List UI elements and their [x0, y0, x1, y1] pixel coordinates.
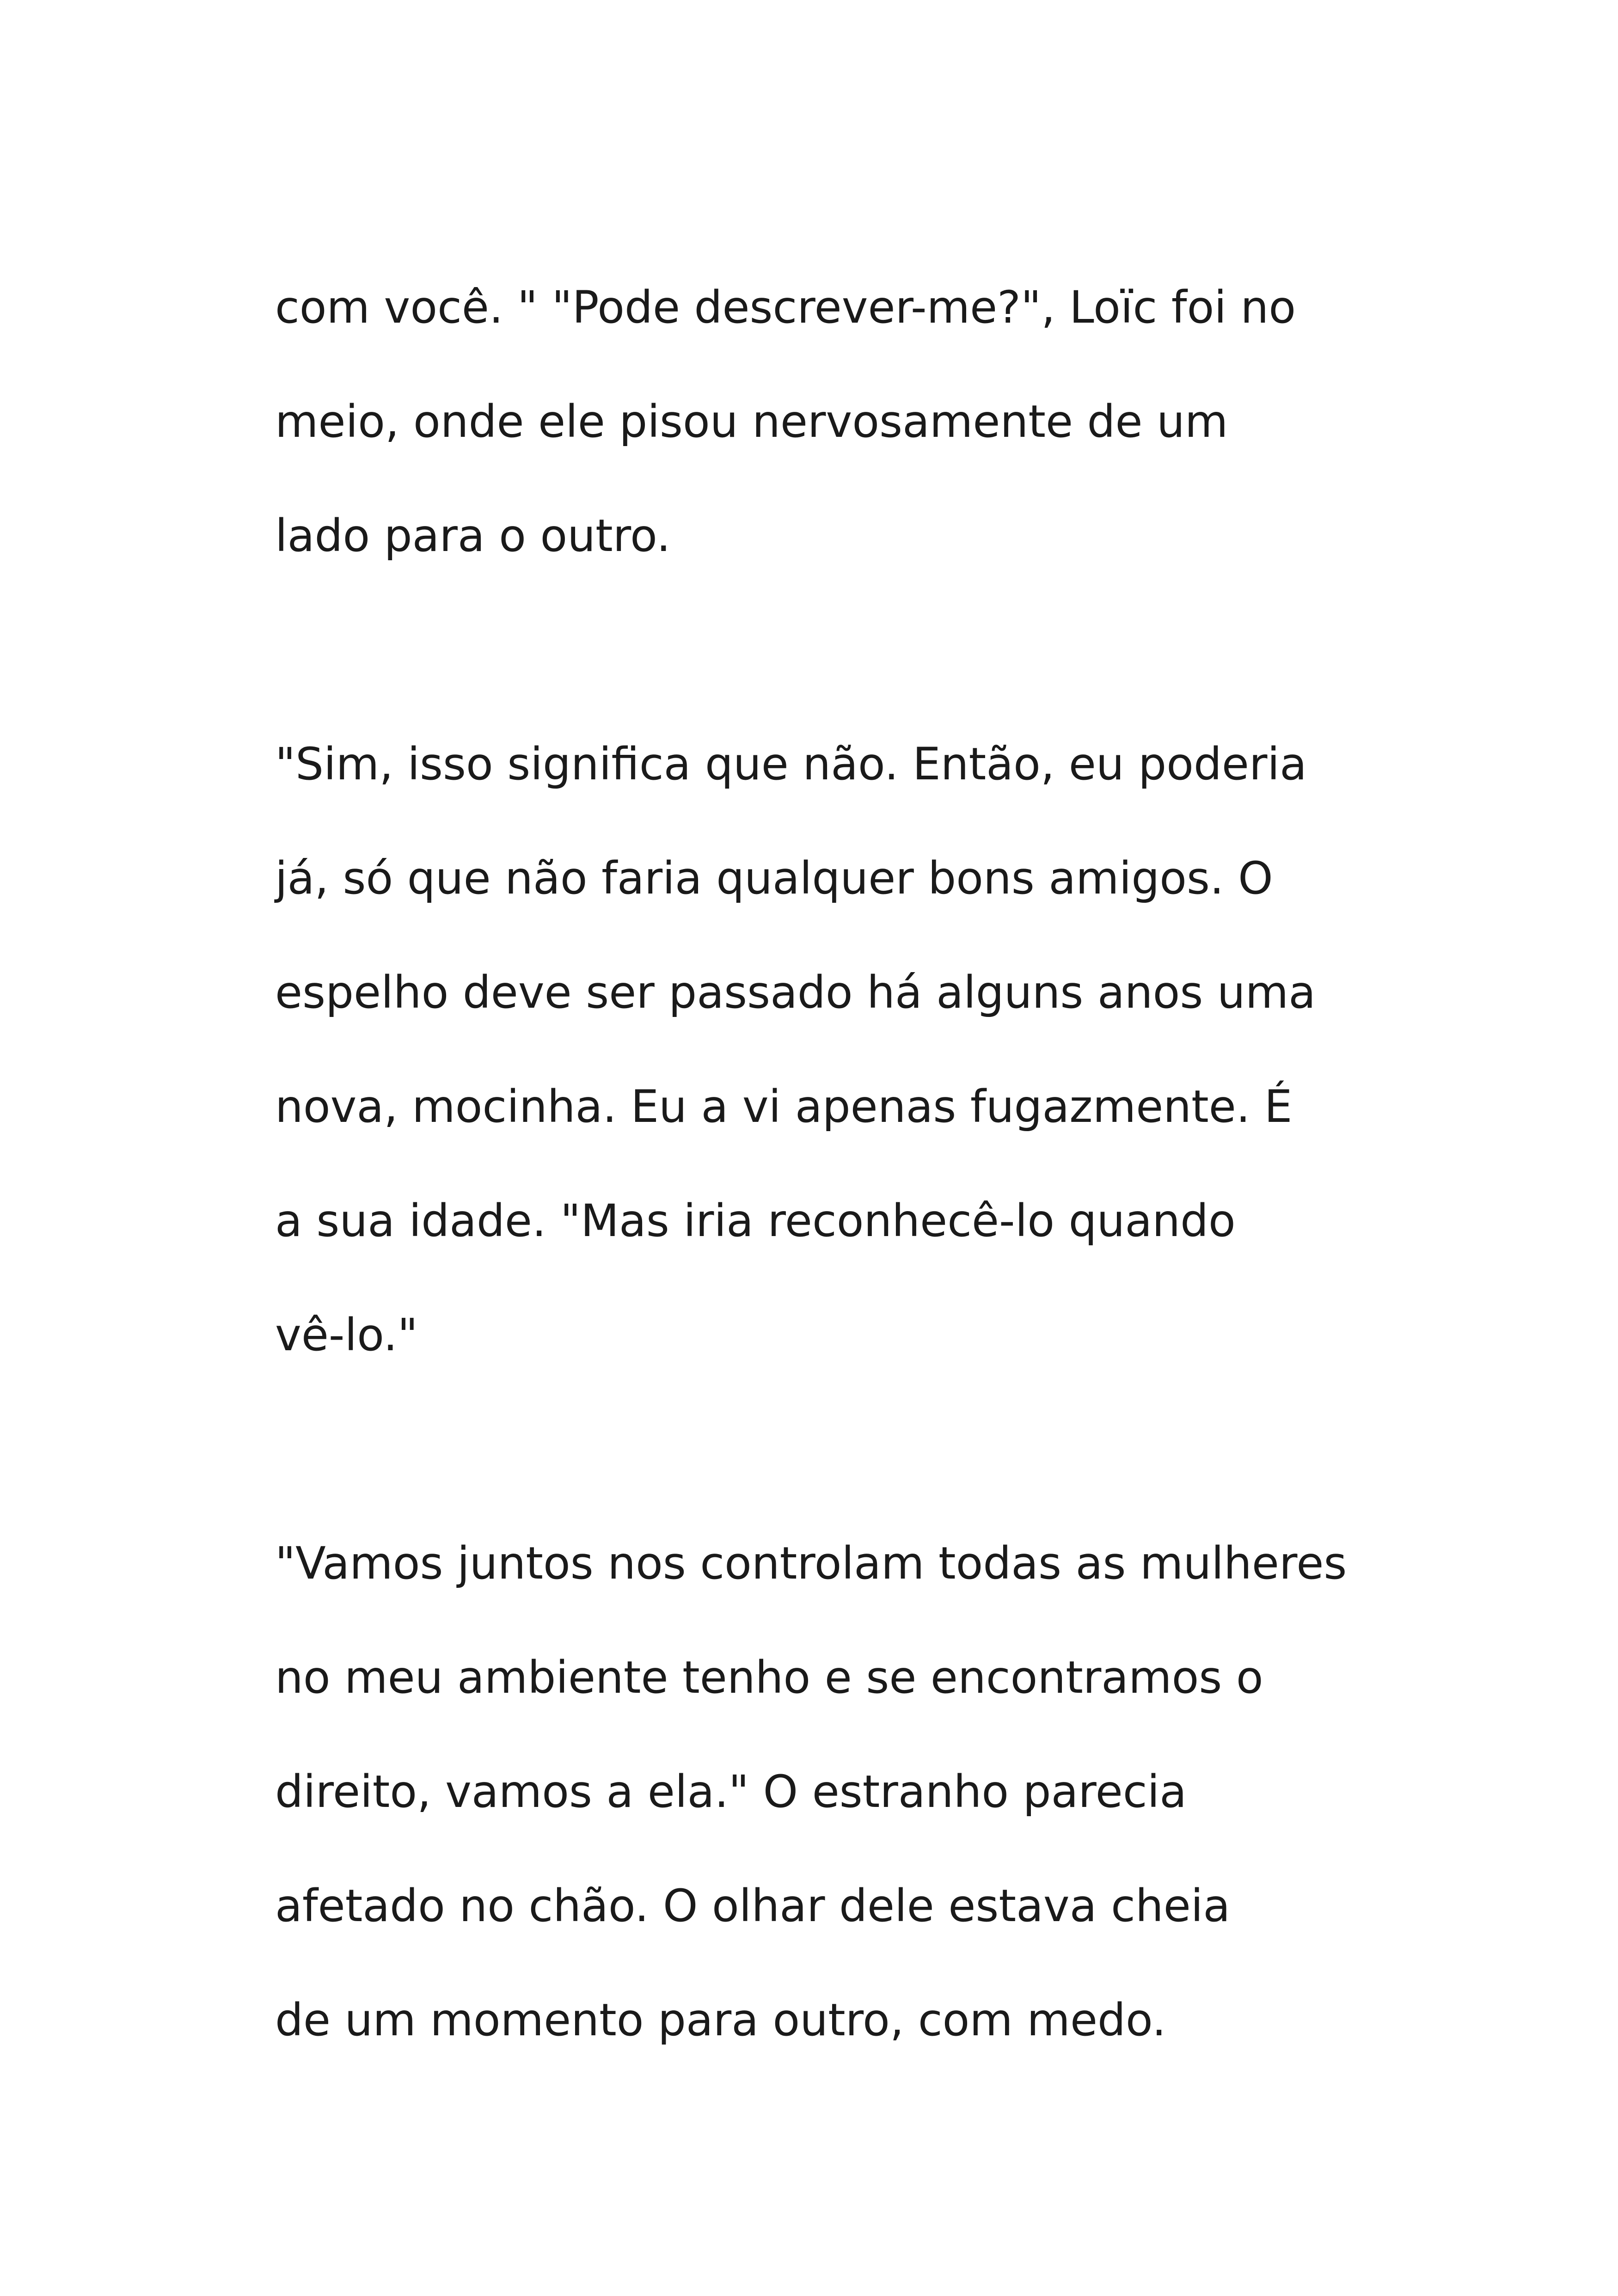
paragraph-2	[275, 720, 1431, 1405]
paragraph-gap	[275, 1405, 1431, 1519]
body-text	[275, 263, 1431, 2090]
paragraph-1	[275, 263, 1431, 606]
text-line: meio, onde ele pisou nervosamente de um	[275, 396, 1228, 447]
text-line: direito, vamos a ela." O estranho parecia	[275, 1766, 1187, 1818]
text-line: "Vamos juntos nos controlam todas as mulheres	[275, 1537, 1347, 1589]
text-line: de um momento para outro, com medo.	[275, 1994, 1166, 2046]
text-line: lado para o outro.	[275, 510, 671, 562]
text-line: já, só que não faria qualquer bons amigos. O	[275, 852, 1273, 904]
text-line: "Sim, isso significa que não. Então, eu poderia	[275, 738, 1307, 790]
text-line: afetado no chão. O olhar dele estava cheia	[275, 1880, 1231, 1932]
text-line: com você. " "Pode descrever-me?", Loïc foi no	[275, 282, 1296, 333]
text-line: a sua idade. "Mas iria reconhecê-lo quando	[275, 1195, 1236, 1247]
text-line: no meu ambiente tenho e se encontramos o	[275, 1652, 1263, 1703]
paragraph-gap	[275, 606, 1431, 720]
text-line: nova, mocinha. Eu a vi apenas fugazmente. É	[275, 1081, 1293, 1133]
text-line: vê-lo."	[275, 1309, 418, 1361]
text-line: espelho deve ser passado há alguns anos uma	[275, 967, 1316, 1018]
paragraph-3	[275, 1519, 1431, 2090]
